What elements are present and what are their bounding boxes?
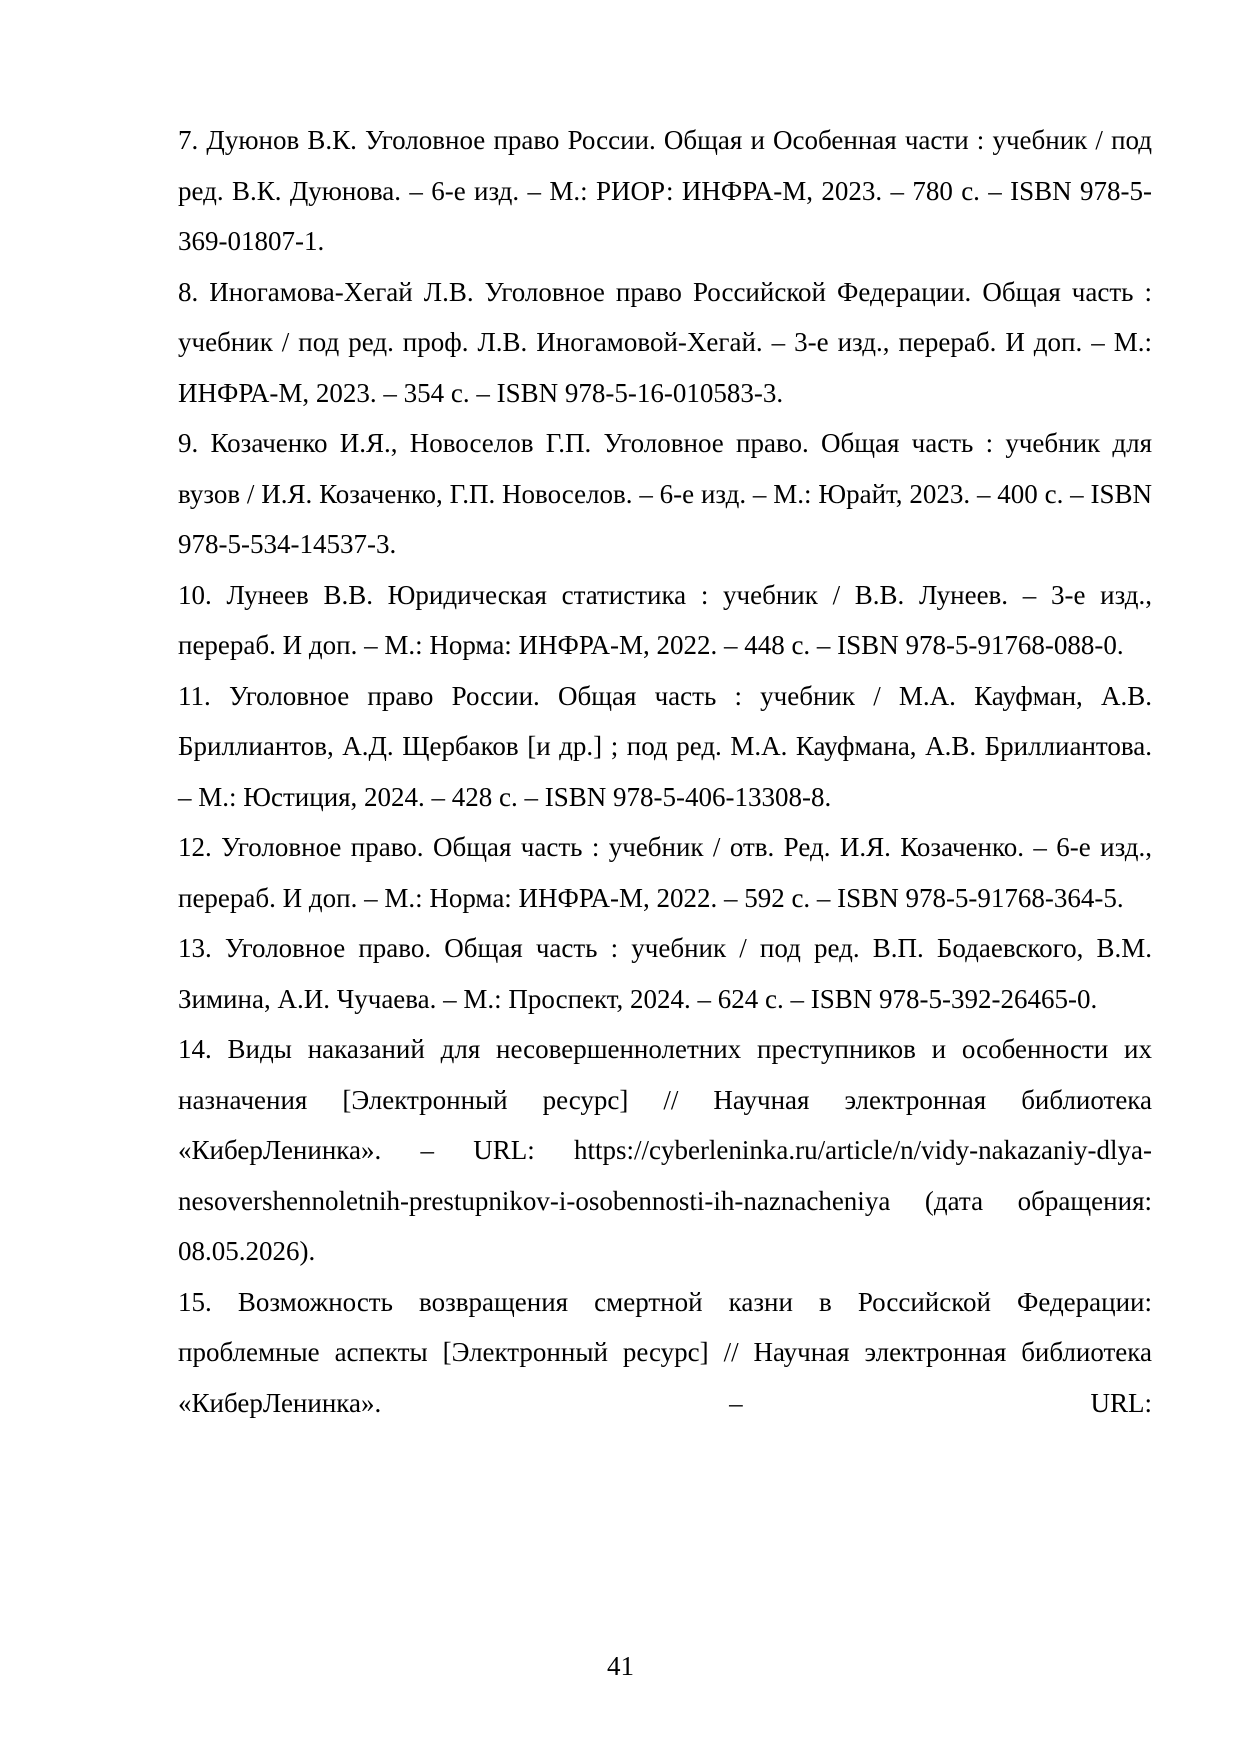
reference-item-7: 7. Дуюнов В.К. Уголовное право России. Общая и Особенная части : учебник / под ред. В.К. Дуюнова. – 6-е изд. – М.: РИОР: ИНФРА-М, 2023. – 780 с. – ISBN 978-5-369-01807-1. [178, 125, 1152, 256]
page-number: 41 [607, 1651, 634, 1681]
reference-item-8: 8. Иногамова-Хегай Л.В. Уголовное право Российской Федерации. Общая часть : учебник / под ред. проф. Л.В. Иногамовой-Хегай. – 3-е изд., перераб. И доп. – М.: ИНФРА-М, 2023. – 354 с. – ISBN 978-5-16-010583-3. [178, 276, 1152, 408]
reference-item-13: 13. Уголовное право. Общая часть : учебник / под ред. В.П. Бодаевского, В.М. Зимина, А.И. Чучаева. – М.: Проспект, 2024. – 624 с. – ISBN 978-5-392-26465-0. [178, 933, 1152, 1014]
reference-item-14: 14. Виды наказаний для несовершеннолетних преступников и особенности их назначения [Электронный ресурс] // Научная электронная библиотека «КиберЛенинка». – URL: https://cyberleninka.ru/article/n/vidy-nakazaniy-dlya-nesovershennoletnih-prestupnikov-i-osobennosti-ih-naznacheniya (дата обращения: 08.05.2026). [178, 1034, 1152, 1266]
reference-item-15: 15. Возможность возвращения смертной казни в Российской Федерации: проблемные аспекты [Электронный ресурс] // Научная электронная библиотека «КиберЛенинка». – URL: [178, 1286, 1152, 1418]
reference-list [178, 115, 1152, 1428]
reference-item-9: 9. Козаченко И.Я., Новоселов Г.П. Уголовное право. Общая часть : учебник для вузов / И.Я. Козаченко, Г.П. Новоселов. – 6-е изд. – М.: Юрайт, 2023. – 400 с. – ISBN 978-5-534-14537-3. [178, 428, 1152, 559]
reference-item-10: 10. Лунеев В.В. Юридическая статистика : учебник / В.В. Лунеев. – 3-е изд., перераб. И доп. – М.: Норма: ИНФРА-М, 2022. – 448 с. – ISBN 978-5-91768-088-0. [178, 579, 1152, 660]
reference-item-12: 12. Уголовное право. Общая часть : учебник / отв. Ред. И.Я. Козаченко. – 6-е изд., перераб. И доп. – М.: Норма: ИНФРА-М, 2022. – 592 с. – ISBN 978-5-91768-364-5. [178, 832, 1152, 913]
reference-item-11: 11. Уголовное право России. Общая часть : учебник / М.А. Кауфман, А.В. Бриллиантов, А.Д. Щербаков [и др.] ; под ред. М.А. Кауфмана, А.В. Бриллиантова. – М.: Юстиция, 2024. – 428 с. – ISBN 978-5-406-13308-8. [178, 680, 1152, 812]
